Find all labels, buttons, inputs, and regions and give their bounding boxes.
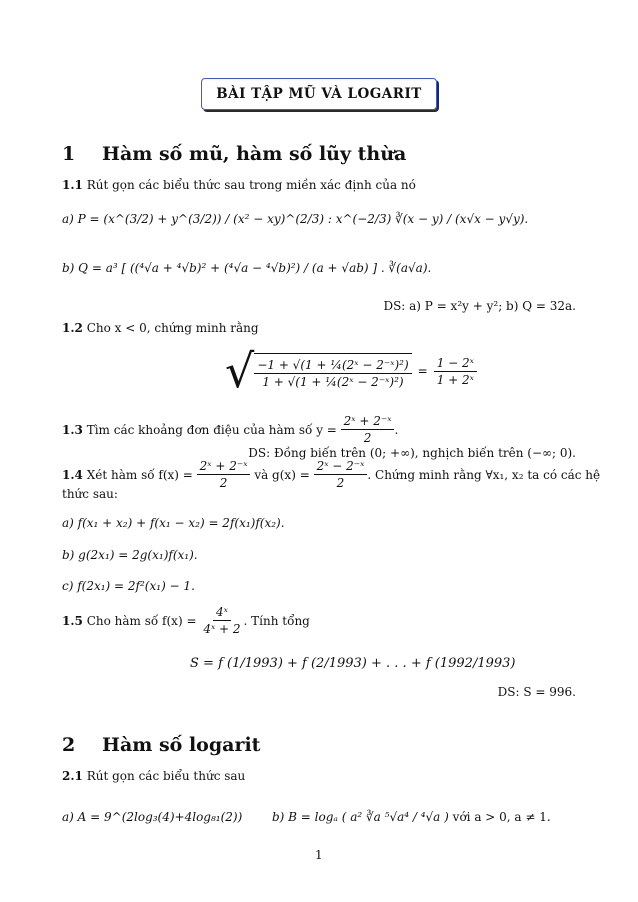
page-number: 1 [315,848,323,862]
problem-1-4-cont: thức sau: [62,487,118,501]
section-2-heading [62,734,260,756]
answer-1-1: DS: a) P = x²y + y²; b) Q = 32a. [383,299,576,313]
problem-1-3: 1.3 Tìm các khoảng đơn điệu của hàm số y = $\frac{\text{2ˣ + 2⁻ˣ}}{2}$ . [62,414,399,445]
section-1-heading [62,143,406,165]
g-fraction [314,459,368,490]
problem-text-1: Cho hàm số f(x) = [86,613,197,628]
problem-text: Rút gọn các biểu thức sau [86,769,246,783]
problem-1-5 [62,605,310,636]
document-title [201,78,437,110]
formula-lhs [254,353,411,389]
problem-1-4 [62,459,600,490]
problem-text: Tìm các khoảng đơn điệu của hàm số y = [86,422,337,437]
fraction-denominator: 2 [363,431,372,445]
f-numerator: 4ˣ [213,605,231,621]
section-number: 2 [62,734,76,756]
problem-text-2: . Tính tổng [243,613,310,628]
f-denominator: 4ˣ + 2 [203,622,241,636]
function-fraction [341,414,395,445]
problem-2-1-b [272,810,551,824]
equals-sign: = [417,364,428,378]
b-condition: với a > 0, a ≠ 1. [452,810,551,824]
problem-1-4-c: c) f(2x₁) = 2f²(x₁) − 1. [62,579,195,593]
section-title: Hàm số mũ, hàm số lũy thừa [102,143,407,165]
g-numerator: 2ˣ − 2⁻ˣ [314,459,368,475]
problem-label: 1.4 [62,467,83,482]
document-title-text: BÀI TẬP MŨ VÀ LOGARIT [216,86,422,102]
rhs-denominator: 1 + 2ˣ [436,372,474,387]
rhs-numerator: 1 − 2ˣ [434,356,477,372]
problem-text: Rút gọn các biểu thức sau trong miền xác định của nó [86,178,416,192]
problem-1-1 [62,178,416,192]
problem-1-4-b: b) g(2x₁) = 2g(x₁)f(x₁). [62,548,198,562]
problem-1-1-a: a) P = (x^(3/2) + y^(3/2)) / (x² − xy)^(2/3) : x^(−2/3) ∛(x − y) / (x√x − y√y). [62,212,529,226]
answer-1-3: DS: Đồng biến trên (0; +∞), nghịch biến trên (−∞; 0). [248,446,576,460]
problem-1-2 [62,321,259,335]
f-denominator: 2 [219,476,228,490]
problem-label: 1.1 [62,178,83,192]
problem-1-1-b: b) Q = a³ [ ((⁴√a + ⁴√b)² + (⁴√a − ⁴√b)²) / (a + √ab) ] . ∛(a√a). [62,261,432,275]
problem-2-1-a: a) A = 9^(2log₃(4)+4log₈₁(2)) [62,810,243,824]
lhs-numerator: −1 + √(1 + ¼(2ˣ − 2⁻ˣ)²) [254,358,411,374]
g-denominator: 2 [336,476,345,490]
problem-text: Cho x < 0, chứng minh rằng [86,321,259,335]
fraction-numerator: 2ˣ + 2⁻ˣ [341,414,395,430]
sqrt-sign: √ [225,344,255,398]
f-fraction [197,459,251,490]
problem-2-1 [62,769,245,783]
problem-label: 2.1 [62,769,83,783]
problem-text-1: Xét hàm số f(x) = [86,467,193,482]
b-formula: b) B = logₐ ( a² ∛a ⁵√a⁴ / ⁴√a ) [272,810,449,824]
lhs-denominator: 1 + √(1 + ¼(2ˣ − 2⁻ˣ)²) [262,375,404,389]
f-numerator: 2ˣ + 2⁻ˣ [197,459,251,475]
problem-label: 1.5 [62,613,83,628]
sum-formula: S = f (1/1993) + f (2/1993) + . . . + f (1992/1993) [190,656,516,671]
problem-text-3: . Chứng minh rằng ∀x₁, x₂ ta có các hệ [367,467,601,482]
formula-rhs [434,356,477,387]
problem-1-4-a: a) f(x₁ + x₂) + f(x₁ − x₂) = 2f(x₁)f(x₂). [62,516,285,530]
problem-label: 1.2 [62,321,83,335]
problem-text-2: và g(x) = [254,467,310,482]
formula-1-2 [225,344,477,398]
problem-label: 1.3 [62,422,83,437]
f-fraction [200,605,243,636]
section-number: 1 [62,143,76,165]
answer-1-5: DS: S = 996. [497,685,576,699]
section-title: Hàm số logarit [102,734,261,756]
